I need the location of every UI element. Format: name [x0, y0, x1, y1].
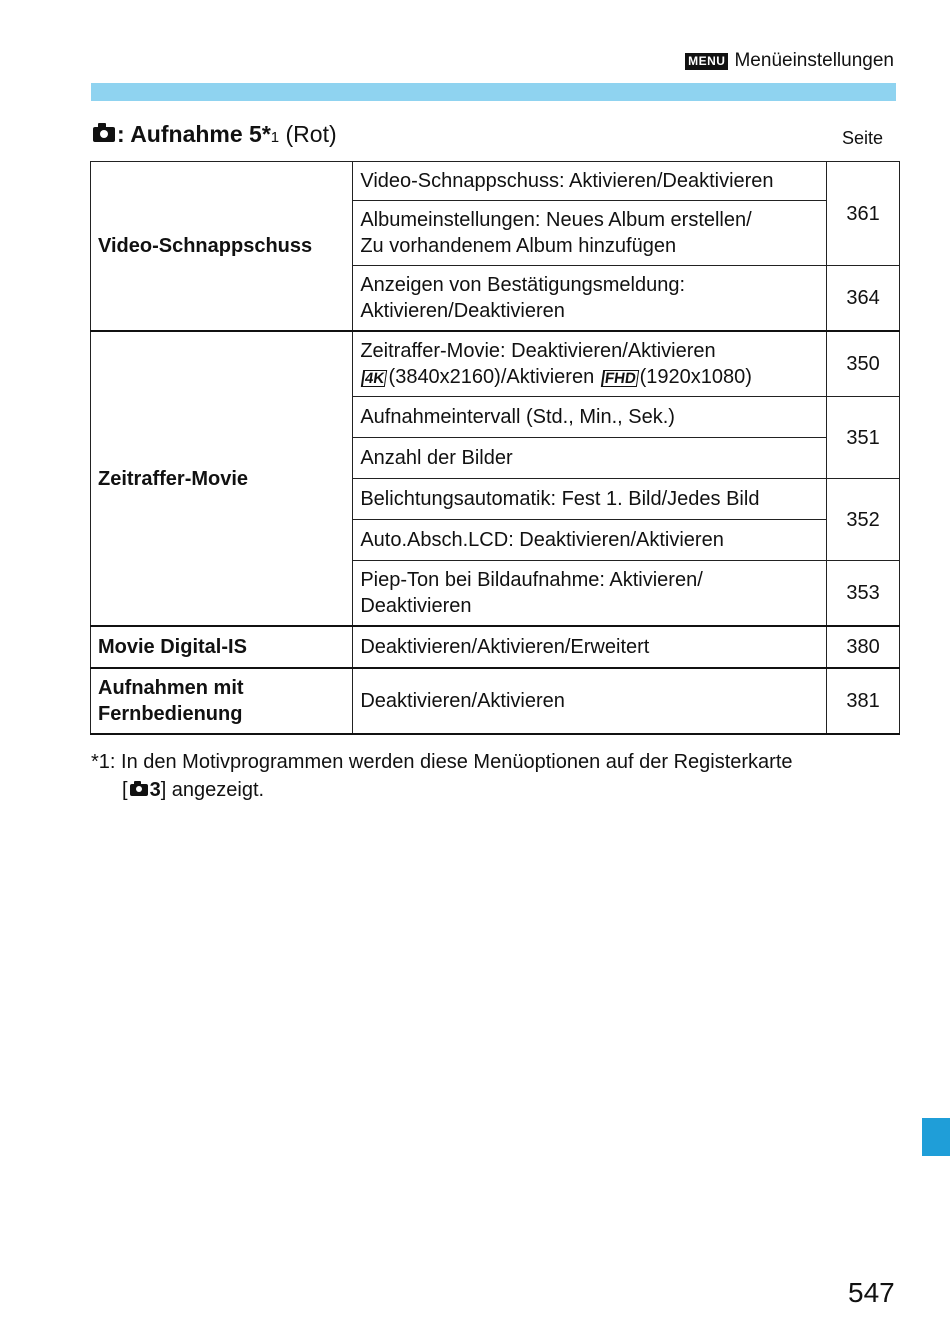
table-row: [91, 626, 900, 668]
footnote-line: *1: In den Motivprogrammen werden diese Menüoptionen auf der Registerkarte: [91, 751, 793, 773]
category-remote-shooting: [91, 668, 353, 734]
table-row: [91, 162, 900, 201]
option-text: (1920x1080): [639, 366, 752, 388]
option-cell: Video-Schnappschuss: Aktivieren/Deaktivieren: [353, 162, 827, 201]
option-line: Aktivieren/Deaktivieren: [360, 300, 565, 322]
menu-settings-table: [90, 161, 900, 735]
footnote-text: [: [122, 779, 128, 801]
page-ref: 350: [827, 331, 900, 397]
option-text: (3840x2160)/Aktivieren: [388, 366, 595, 388]
fhd-format-icon: FHD: [601, 370, 639, 387]
page-title: : Aufnahme 5* 1 (Rot): [93, 121, 337, 148]
category-video-snapshot: Video-Schnappschuss: [91, 162, 353, 332]
option-cell: [353, 266, 827, 332]
option-line: [360, 364, 819, 390]
table-row: [91, 668, 900, 734]
page-number: 547: [848, 1277, 895, 1308]
category-timelapse: Zeitraffer-Movie: [91, 331, 353, 626]
option-line: Anzeigen von Bestätigungsmeldung:: [360, 274, 686, 296]
option-cell: Aufnahmeintervall (Std., Min., Sek.): [353, 397, 827, 438]
page-ref: 380: [827, 626, 900, 668]
page-ref: 353: [827, 561, 900, 627]
menu-icon: MENU: [685, 53, 728, 70]
option-cell: [353, 331, 827, 397]
option-cell: Auto.Absch.LCD: Deaktivieren/Aktivieren: [353, 520, 827, 561]
title-main: : Aufnahme 5*: [117, 121, 271, 147]
table-row: [91, 331, 900, 397]
footnote: [91, 748, 891, 804]
option-line: Deaktivieren: [360, 595, 472, 617]
page-column-label: Seite: [842, 128, 884, 148]
running-header: [685, 50, 894, 72]
page-ref: 381: [827, 668, 900, 734]
option-line: Zeitraffer-Movie: Deaktivieren/Aktivieren: [360, 340, 716, 362]
option-line: Piep-Ton bei Bildaufnahme: Aktivieren/: [360, 569, 703, 591]
page-ref: 361: [827, 162, 900, 266]
option-cell: Belichtungsautomatik: Fest 1. Bild/Jedes Bild: [353, 479, 827, 520]
option-line: Albumeinstellungen: Neues Album erstellen/: [360, 209, 752, 231]
footnote-text: ] angezeigt.: [160, 779, 265, 801]
chapter-tab-marker: [922, 1118, 950, 1156]
page-ref: 352: [827, 479, 900, 561]
option-cell: [353, 561, 827, 627]
page-ref: 351: [827, 397, 900, 479]
section-title: Menüeinstellungen: [734, 50, 894, 71]
title-color: (Rot): [279, 121, 337, 147]
tab-number: 3: [149, 779, 161, 801]
category-line: Fernbedienung: [98, 703, 243, 725]
option-cell: Deaktivieren/Aktivieren/Erweitert: [353, 626, 827, 668]
category-line: Aufnahmen mit: [98, 677, 244, 699]
option-cell: Anzahl der Bilder: [353, 438, 827, 479]
header-bar: [91, 83, 896, 101]
page-ref: 364: [827, 266, 900, 332]
4k-format-icon: 4K: [361, 370, 388, 387]
option-cell: Deaktivieren/Aktivieren: [353, 668, 827, 734]
option-line: Zu vorhandenem Album hinzufügen: [360, 235, 677, 257]
camera-icon: [130, 784, 148, 796]
option-cell: [353, 201, 827, 266]
footnote-line: [91, 776, 891, 804]
category-movie-digital-is: Movie Digital-IS: [91, 626, 353, 668]
camera-icon: [93, 127, 115, 142]
